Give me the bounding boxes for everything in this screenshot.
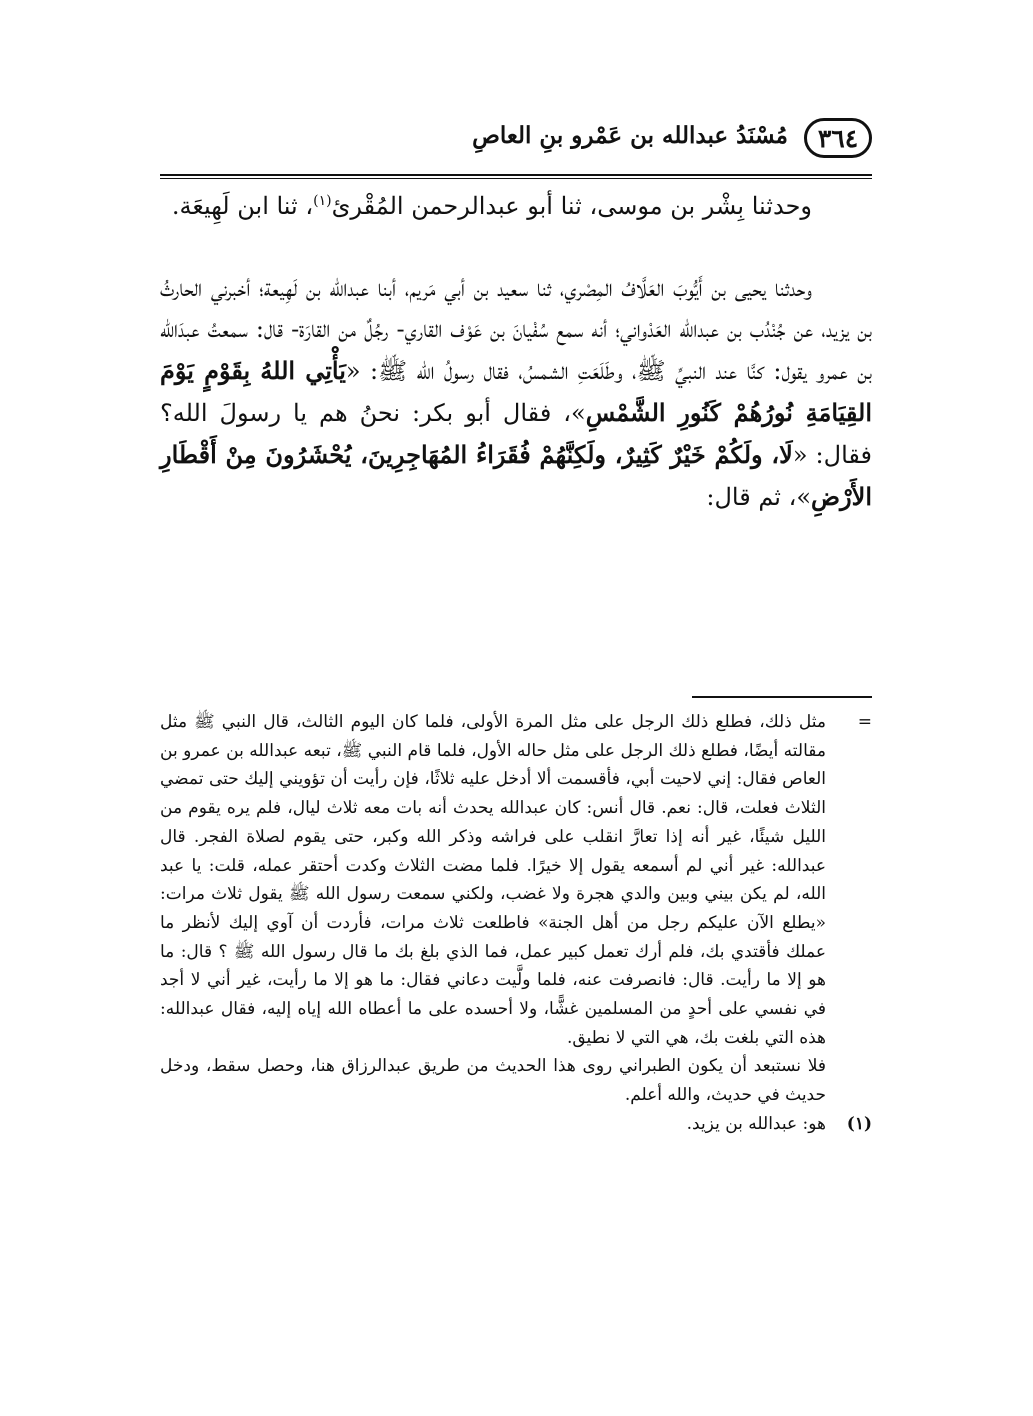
- footnotes: [160, 708, 872, 1139]
- footnote-1: [160, 1110, 872, 1139]
- page-header: [160, 118, 872, 168]
- footnote-1-text: هو: عبدالله بن يزيد.: [686, 1113, 826, 1134]
- main-text: [160, 186, 872, 518]
- hadith-quote-2: لَا، ولَكُمْ خَيْرٌ كَثِيرٌ، ولَكِنَّهُمْ فُقَرَاءُ المُهَاجِرِينَ، يُحْشَرُونَ مِنْ أَقْطَارِ الأَرْضِ: [160, 440, 872, 511]
- page-number-badge: [804, 118, 872, 158]
- paragraph-1-tail: ، ثنا ابن لَهِيعَة.: [171, 192, 314, 220]
- page-number: ٣٦٤: [817, 123, 859, 153]
- paragraph-1: [160, 186, 872, 227]
- continuation-marker: =: [857, 712, 872, 732]
- paragraph-2-end: »، ثم قال:: [706, 483, 812, 511]
- footnote-continuation: [160, 708, 872, 1052]
- hadith-quote-1: يَأْتِي اللهُ بِقَوْمٍ يَوْمَ القِيَامَةِ نُورُهُمْ كَنُورِ الشَّمْسِ: [160, 356, 873, 427]
- paragraph-2-mid: »، فقال أبو بكر: نحنُ هم يا رسولَ الله؟ فقال: «: [160, 399, 873, 469]
- running-title: مُسْنَدُ عبدالله بن عَمْرو بنِ العاصِ: [472, 122, 788, 149]
- footnote-rule: [692, 696, 872, 698]
- footnote-1-number: (١): [846, 1113, 872, 1134]
- footnote-ref-1[interactable]: (١): [313, 193, 332, 209]
- paragraph-1-text: وحدثنا بِشْر بن موسى، ثنا أبو عبدالرحمن المُقْرئ: [331, 192, 812, 220]
- footnote-continuation-text: مثل ذلك، فطلع ذلك الرجل على مثل المرة الأولى، فلما كان اليوم الثالث، قال النبي ﷺ مثل مقالته أيضًا، فطلع ذلك الرجل على مثل حاله الأول، فلما قام النبي ﷺ، تبعه عبدالله بن عمرو بن العاص فقال: إني لاحيت أبي، فأقسمت ألا أدخل عليه ثلاثًا، فإن رأيت أن تؤويني إليك حتى تمضي الثلاث فعلت، قال: نعم. قال أنس: كان عبدالله يحدث أنه بات معه ثلاث ليال، فلم يره يقوم من الليل شيئًا، غير أنه إذا تعارَّ انقلب على فراشه وذكر الله وكبر، حتى يقوم لصلاة الفجر. قال عبدالله: غير أني لم أسمعه يقول إلا خيرًا. فلما مضت الثلاث وكدت أحتقر عمله، قلت: يا عبد الله، لم يكن بيني وبين والدي هجرة ولا غضب، ولكني سمعت رسول الله ﷺ يقول ثلاث مرات: «يطلع الآن عليكم رجل من أهل الجنة» فاطلعت ثلاث مرات، فأردت أن آوي إليك لأنظر ما عملك فأقتدي بك، فلم أرك تعمل كبير عمل، فما الذي بلغ بك ما قال رسول الله ﷺ ؟ قال: ما هو إلا ما رأيت. قال: فانصرفت عنه، فلما ولَّيت دعاني فقال: ما هو إلا ما رأيت، غير أني لا أجد في نفسي على أحدٍ من المسلمين غشًّا، ولا أحسده على ما أعطاه الله إياه إليه، فقال عبدالله: هذه التي بلغت بك، هي التي لا نطيق.: [160, 712, 826, 1048]
- paragraph-2-text: وحدثنا يحيى بن أَيُّوبَ العَلَّافُ المِصْري، ثنا سعيد بن أبي مَريم، أبنا عبدالله بن لَهِيعة؛ أخبرني الحارثُ بن يزيد، عن جُنْدُب بن عبدالله العَدْواني؛ أنه سمع سُفْيانَ بن عَوْف القاري- رجُلٌ من القارَة- قال: سمعتُ عبدَالله بن عمرو يقول: كنَّا عند النبيِّ ﷺ، وطَلَعَتِ الشمسُ، فقال رسولُ الله ﷺ: «: [160, 274, 873, 385]
- footnote-continuation-2: [160, 1052, 872, 1109]
- header-rule: [160, 174, 872, 179]
- paragraph-2: [160, 268, 872, 518]
- footnote-continuation-text-2: فلا نستبعد أن يكون الطبراني روى هذا الحديث من طريق عبدالرزاق هنا، وحصل سقط، ودخل حديث في حديث، والله أعلم.: [160, 1056, 826, 1106]
